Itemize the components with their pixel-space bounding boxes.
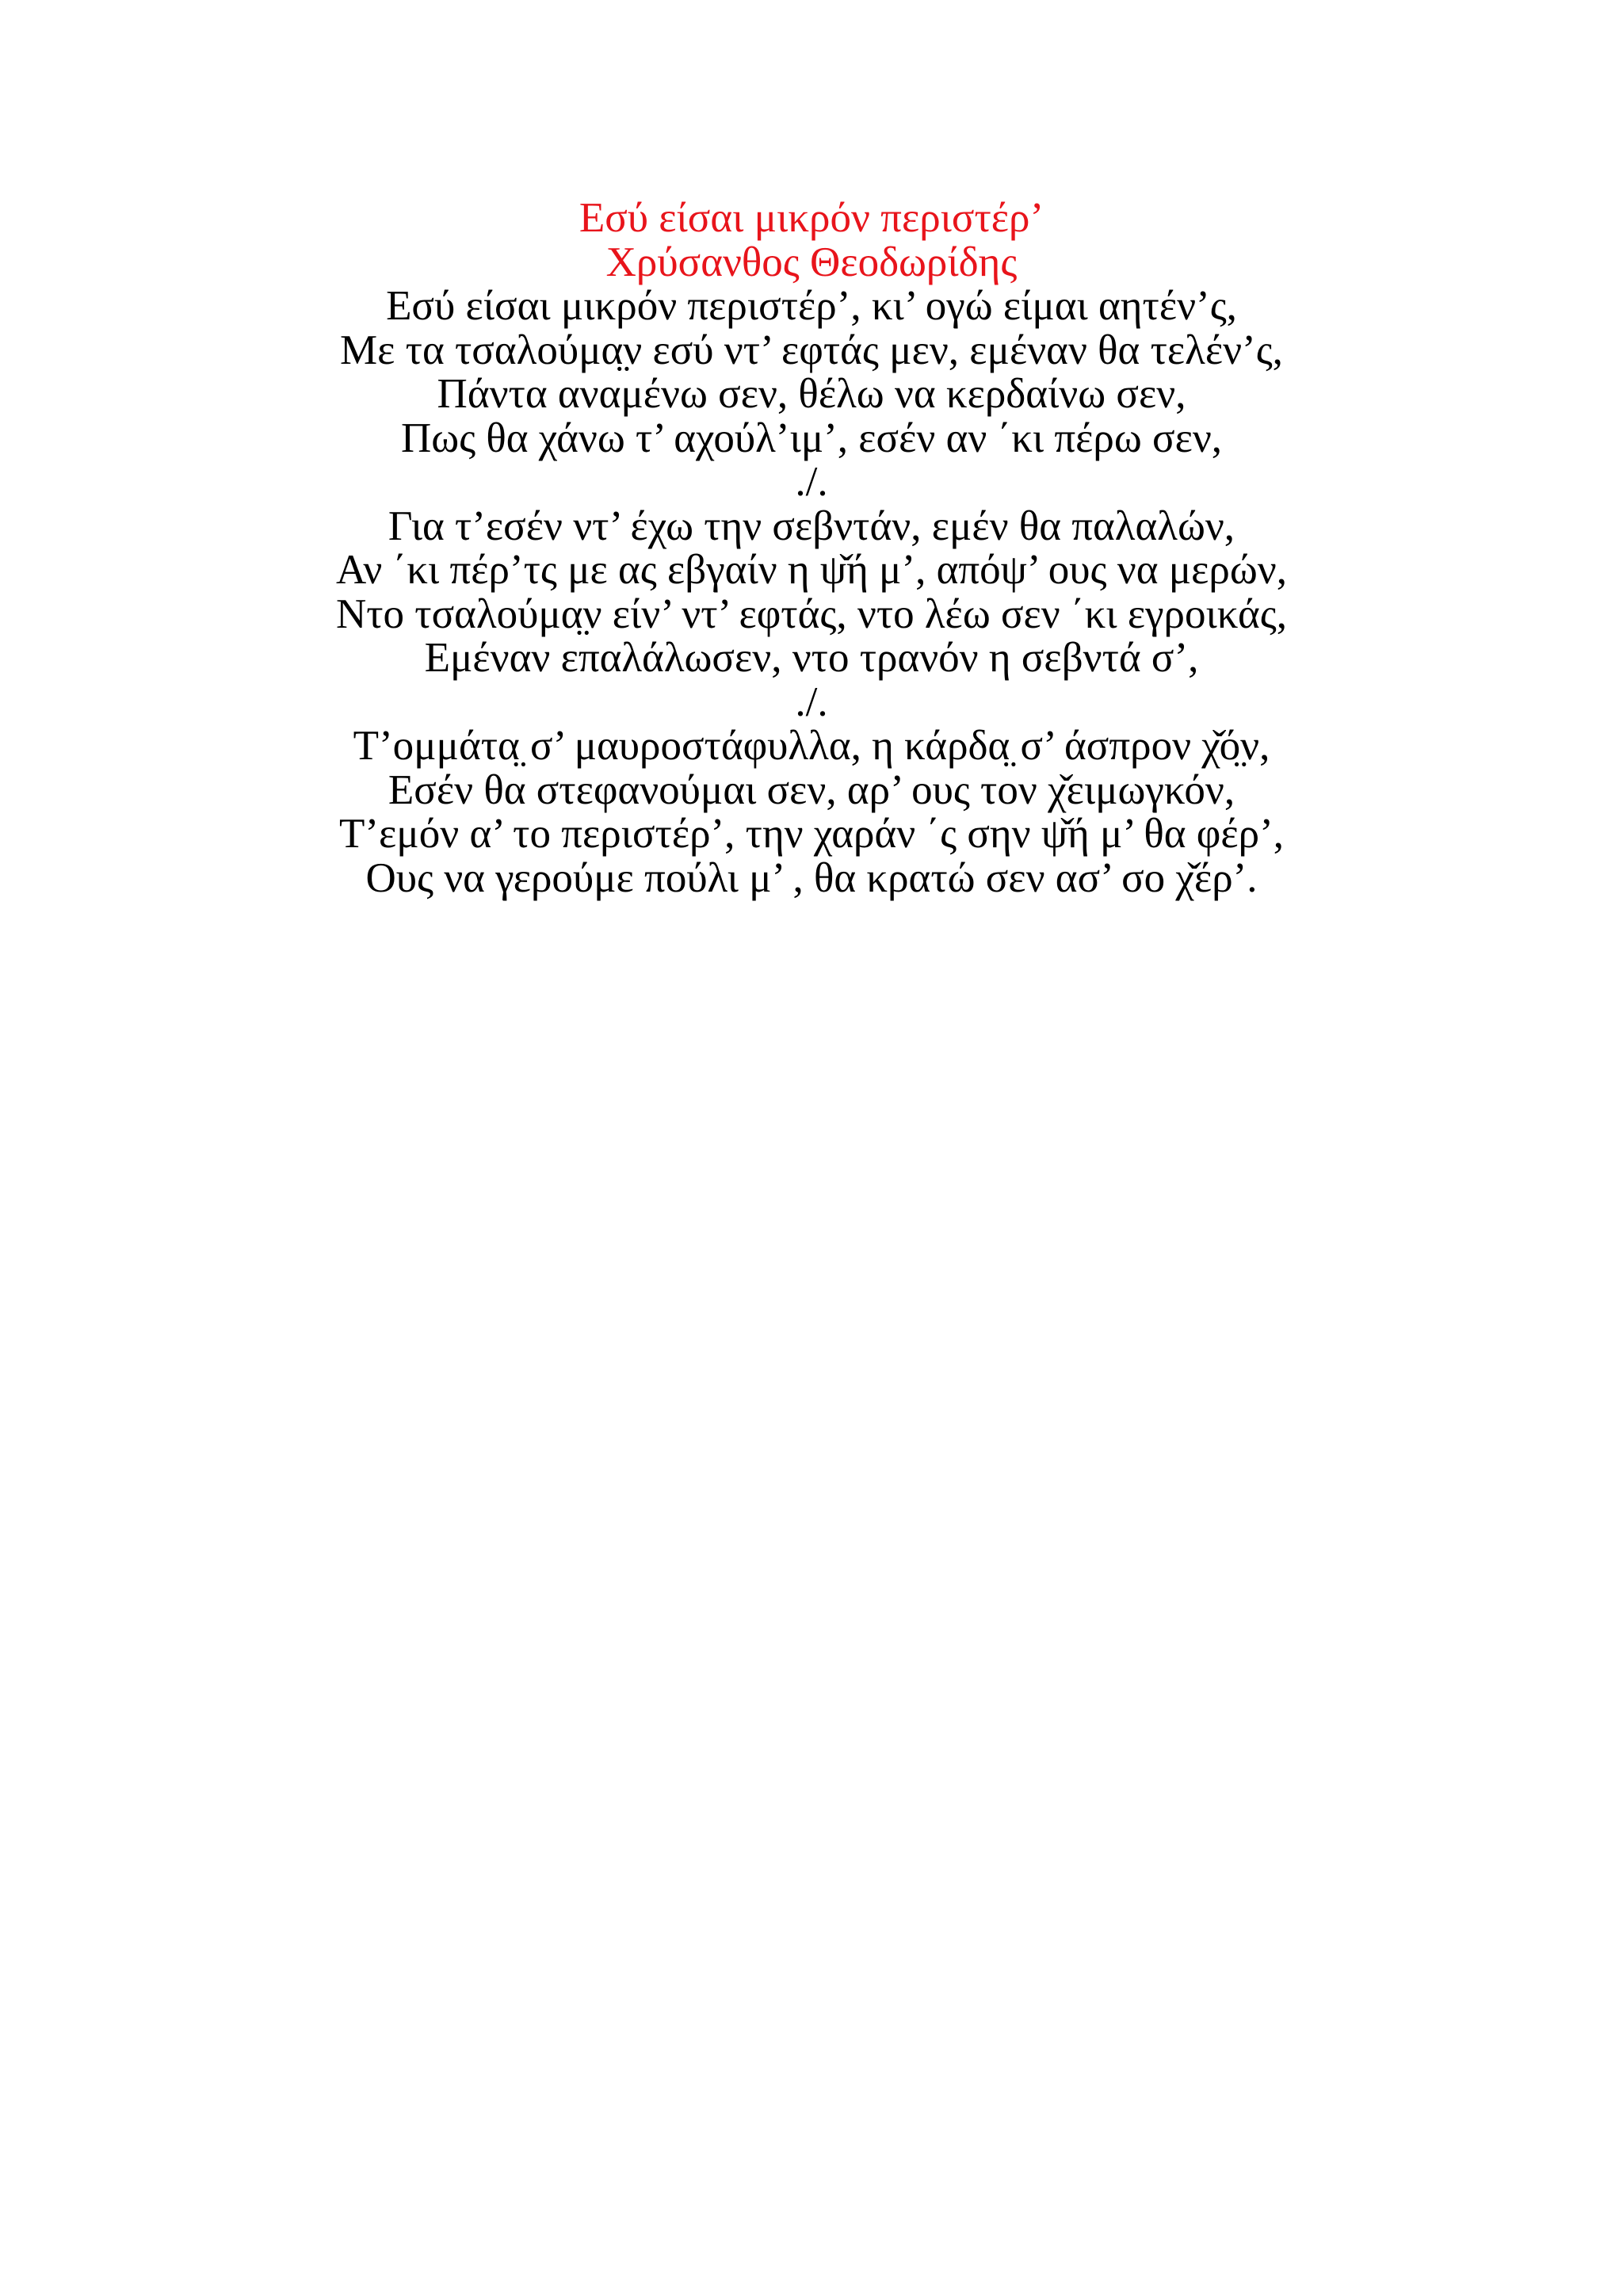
poem-line: Τ’εμόν α’ το περιστέρ’, την χαράν ΄ς σην ψ̌ή μ’ θα φέρ’, xyxy=(339,811,1284,857)
poem-line: Με τα τσαλούμα̤ν εσύ ντ’ εφτάς μεν, εμέναν θα τελέν’ς, xyxy=(340,327,1283,373)
poem xyxy=(0,197,1623,900)
poem-line: Πάντα αναμένω σεν, θέλω να κερδαίνω σεν, xyxy=(437,371,1186,417)
poem-line: Τ’ομμάτα̤ σ’ μαυροστάφυλλα, η κάρδα̤ σ’ άσπρον χ̌ό̤ν, xyxy=(353,723,1270,769)
poem-line: Για τ’εσέν ντ’ έχω την σεβντάν, εμέν θα παλαλών, xyxy=(388,502,1235,549)
poem-author: Χρύσανθος Θεοδωρίδης xyxy=(605,239,1018,285)
poem-line: Αν ΄κι πέρ’τς με ας εβγαίν η ψ̌ή μ’, απόψ’ ους να μερών, xyxy=(336,547,1287,593)
poem-line: Ους να γερούμε πούλι μ’ , θα κρατώ σεν ασ’ σο χ̌έρ’. xyxy=(365,854,1258,901)
poem-line: Πως θα χάνω τ’ αχούλ’ιμ’, εσέν αν ΄κι πέρω σεν, xyxy=(400,415,1223,461)
stanza-2 xyxy=(0,502,1623,681)
stanza-separator: ./. xyxy=(795,459,828,505)
stanza-1 xyxy=(0,285,1623,460)
poem-line: Εμέναν επαλάλωσεν, ντο τρανόν η σεβντά σ’, xyxy=(424,635,1199,681)
poem-title: Εσύ είσαι μικρόν περιστέρ’ xyxy=(579,195,1044,241)
poem-line: Εσέν θα στεφανούμαι σεν, αρ’ ους τον χ̌ειμωγκόν, xyxy=(388,766,1235,813)
stanza-separator: ./. xyxy=(795,678,828,725)
stanza-3 xyxy=(0,724,1623,900)
poem-line: Εσύ είσαι μικρόν περιστέρ’, κι’ ογώ είμαι αητέν’ς, xyxy=(386,283,1237,329)
poem-line: Ντο τσαλούμα̤ν είν’ ντ’ εφτάς, ντο λέω σεν ΄κι εγροικάς, xyxy=(335,590,1287,637)
